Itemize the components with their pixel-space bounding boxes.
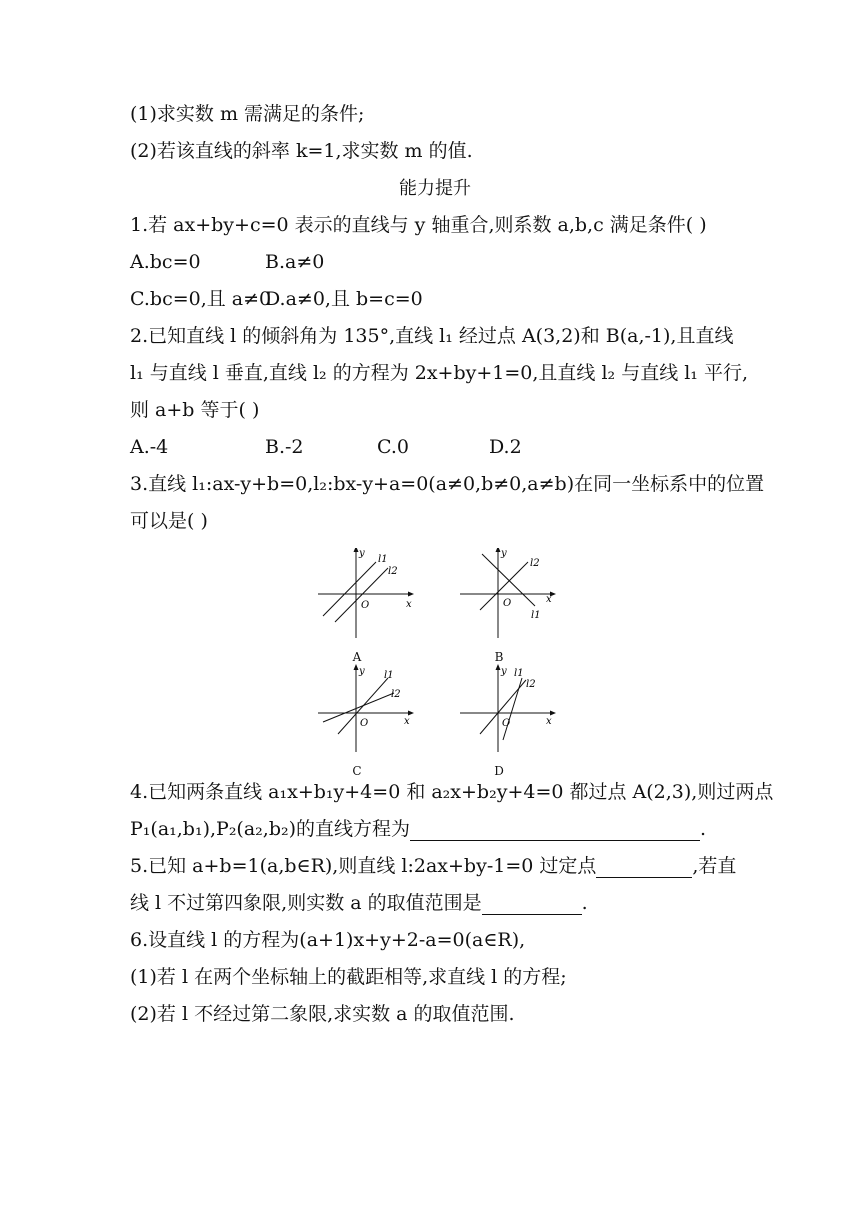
q1-option-a: A.bc=0 <box>130 251 201 273</box>
fig-c-origin-label: O <box>360 718 369 729</box>
q3-figures <box>130 540 740 778</box>
q1-option-c: C.bc=0,且 a≠0 <box>130 288 272 310</box>
q1-stem: 1.若 ax+by+c=0 表示的直线与 y 轴重合,则系数 a,b,c 满足条件( ) <box>130 214 707 236</box>
prev-question-part-1: (1)求实数 m 需满足的条件; <box>130 103 365 125</box>
fig-b-caption: B <box>494 650 504 664</box>
q1-options-row-1 <box>130 244 740 281</box>
fig-c-x-label: x <box>404 716 410 727</box>
q5-row-2 <box>130 885 740 922</box>
q3-stem-2: 可以是( ) <box>130 510 208 532</box>
fig-d-y-label: y <box>501 666 507 677</box>
q2-option-b: B.-2 <box>265 436 304 458</box>
q1-option-d: D.a≠0,且 b=c=0 <box>265 288 423 310</box>
fig-d-x-label: x <box>546 716 552 727</box>
figure-a <box>318 548 418 648</box>
q2-options <box>130 429 740 466</box>
q4-stem-1: 4.已知两条直线 a₁x+b₁y+4=0 和 a₂x+b₂y+4=0 都过点 A(2,3),则过两点 <box>130 781 774 803</box>
q5-stem-1b: ,若直 <box>692 855 737 877</box>
fig-a-l1-label: l1 <box>378 554 388 565</box>
q4-stem-2-row <box>130 811 740 848</box>
q1-option-b: B.a≠0 <box>265 251 325 273</box>
section-title: 能力提升 <box>399 178 471 199</box>
worksheet-page <box>130 96 774 1033</box>
q2-option-a: A.-4 <box>130 436 169 458</box>
q4-answer-blank[interactable] <box>410 816 700 841</box>
q6-stem: 6.设直线 l 的方程为(a+1)x+y+2-a=0(a∈R), <box>130 929 526 951</box>
q2-option-c: C.0 <box>377 436 409 458</box>
q3-stem-1: 3.直线 l₁:ax-y+b=0,l₂:bx-y+a=0(a≠0,b≠0,a≠b)在同一坐标系中的位置 <box>130 473 765 495</box>
fig-c-l1-label: l1 <box>384 670 394 681</box>
fig-b-origin-label: O <box>503 598 512 609</box>
q5-row-1 <box>130 848 740 885</box>
fig-c-l2-label: l2 <box>391 689 401 700</box>
q2-stem-2: l₁ 与直线 l 垂直,直线 l₂ 的方程为 2x+by+1=0,且直线 l₂ 与直线 l₁ 平行, <box>130 362 749 384</box>
fig-d-caption: D <box>494 764 504 778</box>
q2-option-d: D.2 <box>489 436 522 458</box>
prev-question-part-2: (2)若该直线的斜率 k=1,求实数 m 的值. <box>130 140 473 162</box>
fig-a-l2-label: l2 <box>388 566 398 577</box>
figure-d <box>460 660 560 760</box>
fig-a-y-label: y <box>359 548 365 559</box>
q5-stem-2a: 线 l 不过第四象限,则实数 a 的取值范围是 <box>130 892 482 914</box>
q4-end: . <box>700 818 707 840</box>
q6-part-1: (1)若 l 在两个坐标轴上的截距相等,求直线 l 的方程; <box>130 966 567 988</box>
q4-stem-2: P₁(a₁,b₁),P₂(a₂,b₂)的直线方程为 <box>130 818 411 840</box>
q5-range-blank[interactable] <box>482 890 582 915</box>
q1-options-row-2 <box>130 281 740 318</box>
fig-b-l2-label: l2 <box>530 558 540 569</box>
q2-stem-3: 则 a+b 等于( ) <box>130 399 260 421</box>
fig-c-caption: C <box>352 764 362 778</box>
q5-fixed-point-blank[interactable] <box>596 853 692 878</box>
figure-b <box>460 548 560 648</box>
q2-stem-1: 2.已知直线 l 的倾斜角为 135°,直线 l₁ 经过点 A(3,2)和 B(a,-1),且直线 <box>130 325 734 347</box>
q6-part-2: (2)若 l 不经过第二象限,求实数 a 的取值范围. <box>130 1003 515 1025</box>
q5-end: . <box>581 892 588 914</box>
fig-d-l2-label: l2 <box>526 679 536 690</box>
fig-d-l1-label: l1 <box>514 668 524 679</box>
figure-c <box>318 660 418 760</box>
fig-a-origin-label: O <box>361 600 370 611</box>
fig-a-caption: A <box>352 650 362 664</box>
fig-b-l1-label: l1 <box>531 610 541 621</box>
fig-b-y-label: y <box>501 548 507 559</box>
fig-b-x-label: x <box>546 594 552 605</box>
fig-d-origin-label: O <box>502 718 511 729</box>
fig-a-x-label: x <box>406 599 412 610</box>
q5-stem-1a: 5.已知 a+b=1(a,b∈R),则直线 l:2ax+by-1=0 过定点 <box>130 855 597 877</box>
fig-c-y-label: y <box>359 666 365 677</box>
